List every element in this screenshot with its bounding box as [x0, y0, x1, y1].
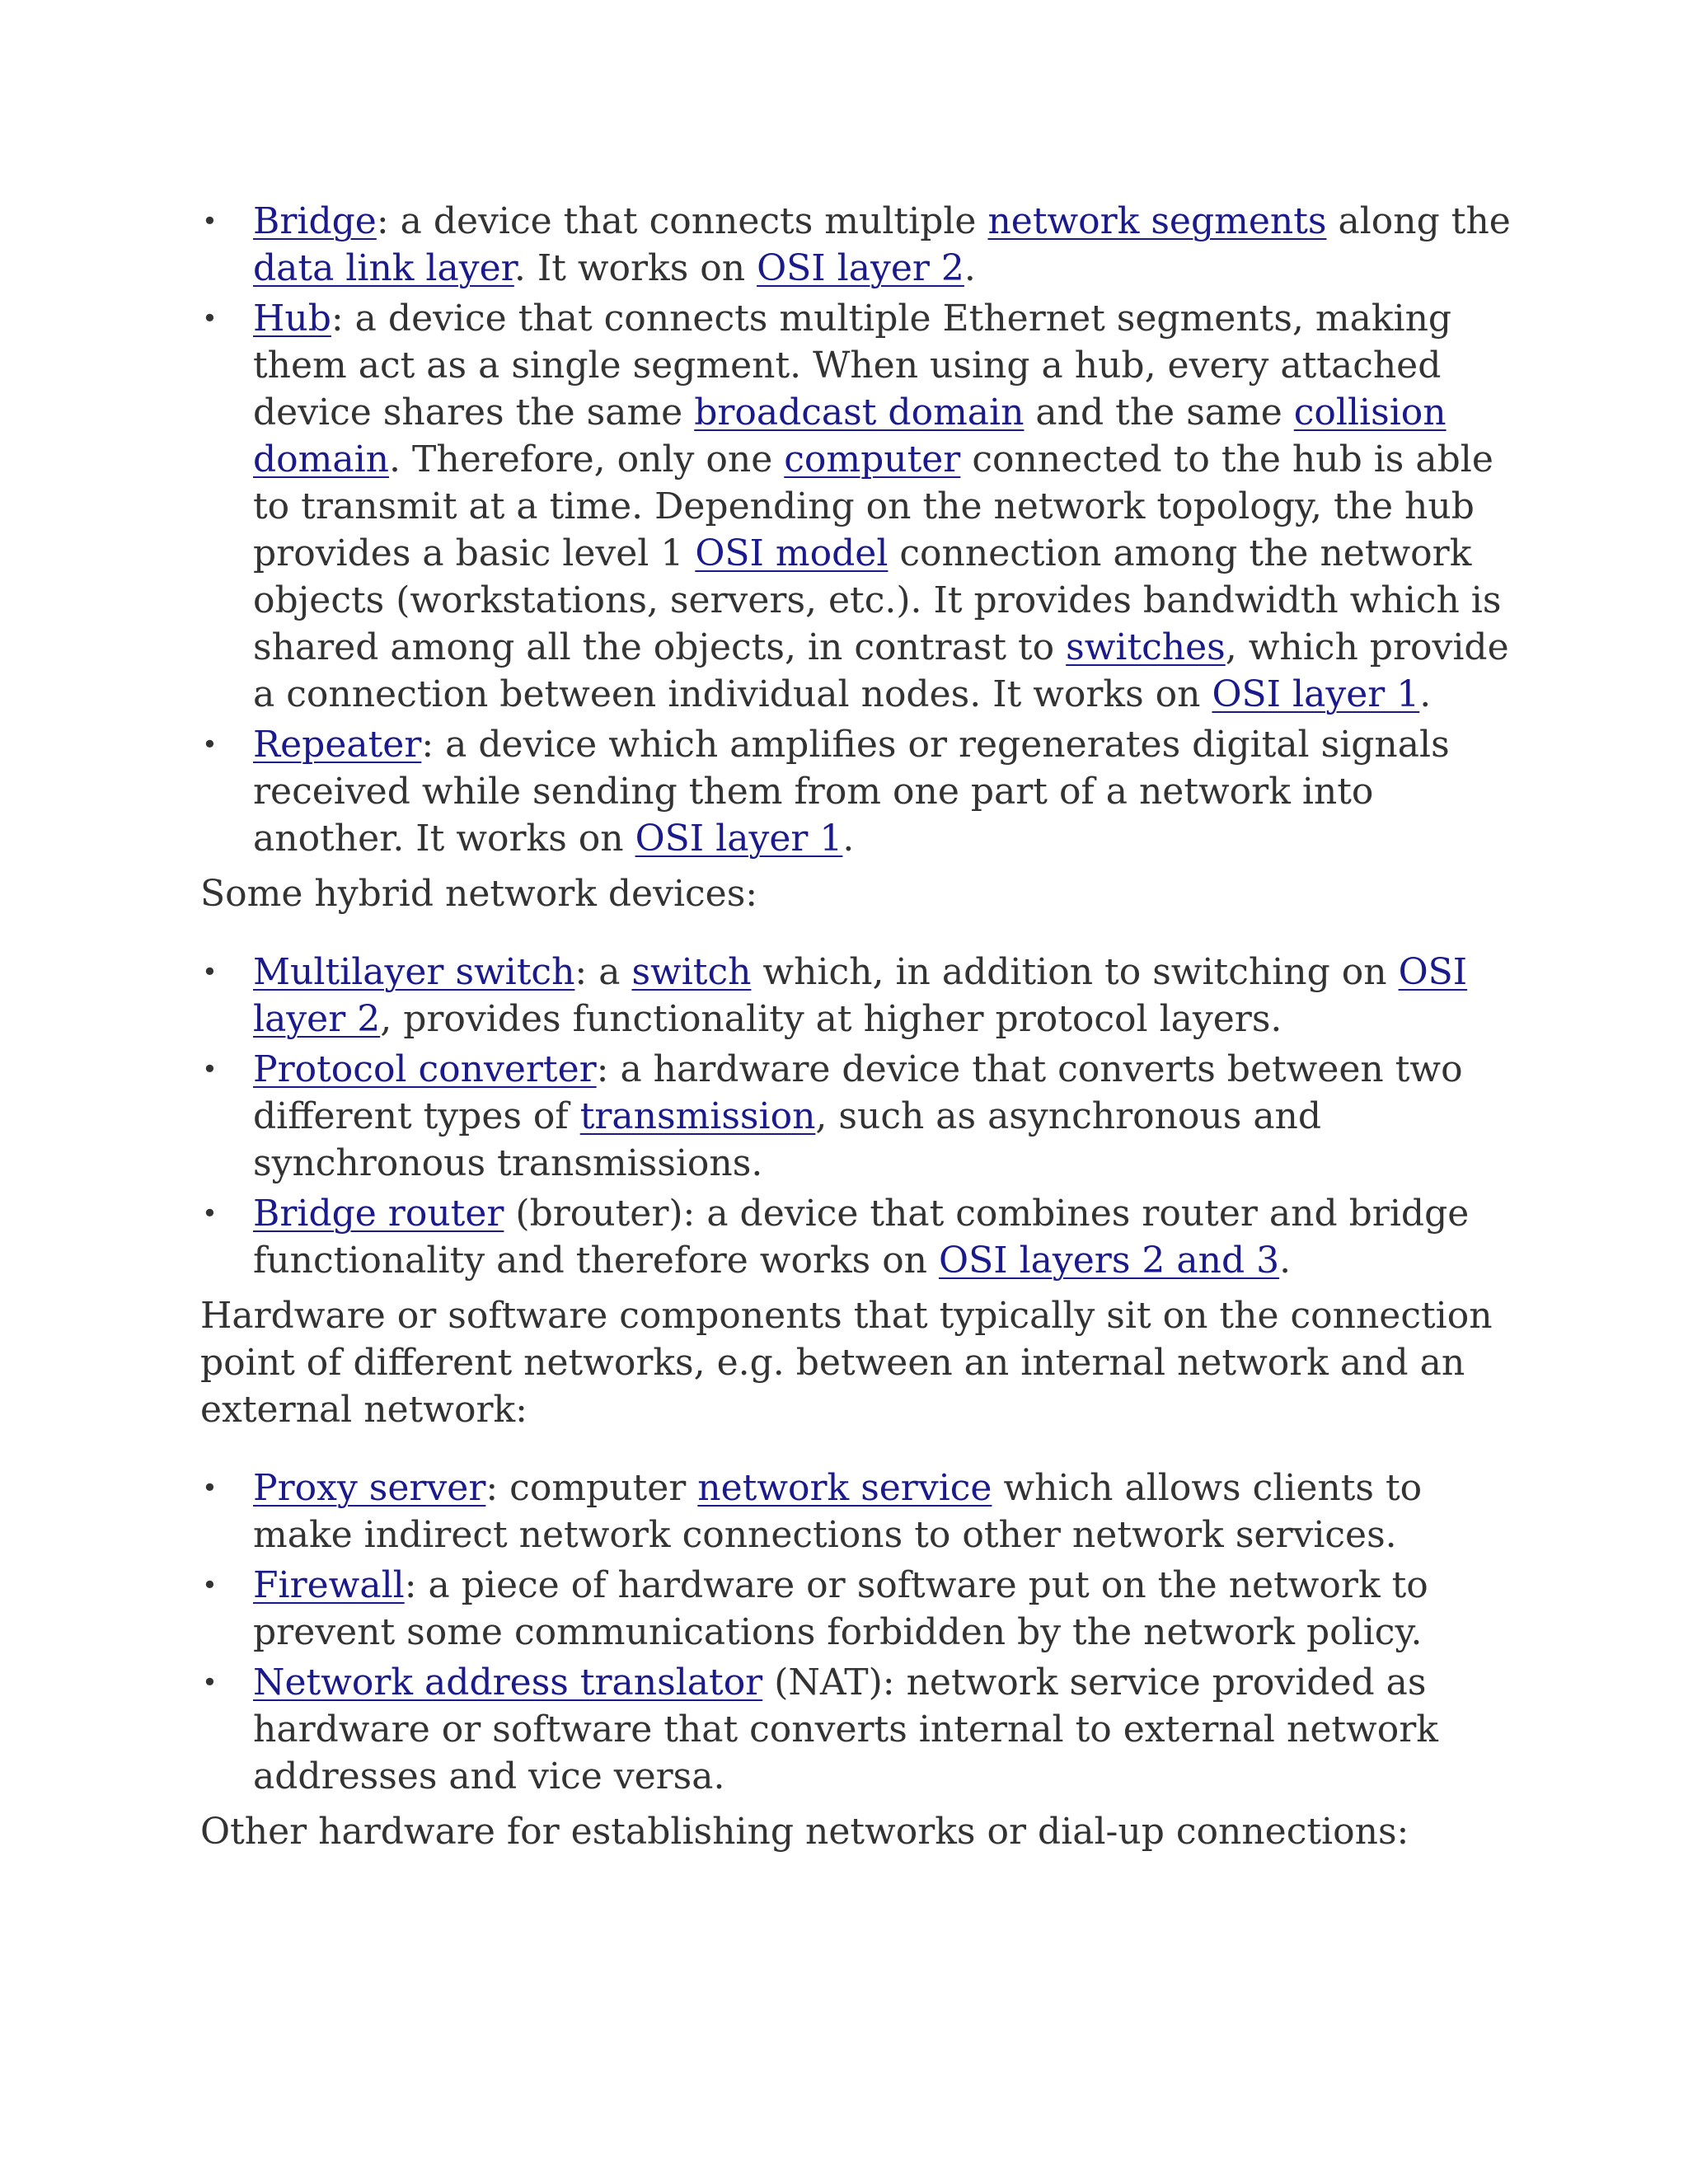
link-osi-layer-2[interactable]: OSI layer 2	[253, 951, 1468, 1040]
item-text: . Therefore, only one	[389, 438, 785, 480]
list-item	[200, 1046, 1511, 1187]
link-repeater[interactable]: Repeater	[253, 724, 422, 766]
link-network-segments[interactable]: network segments	[987, 200, 1327, 242]
link-multilayer-switch[interactable]: Multilayer switch	[253, 951, 575, 993]
item-text: .	[964, 247, 976, 289]
list-item	[200, 949, 1511, 1043]
paragraph-connection-intro: Hardware or software components that typically sit on the connection point of different networks, e.g. between an internal network and an external network:	[200, 1295, 1493, 1431]
item-text: : a	[574, 951, 632, 993]
list-item	[200, 295, 1511, 718]
bullet-icon: •	[202, 205, 218, 237]
item-text: .	[1419, 673, 1432, 715]
item-text: : computer	[485, 1467, 698, 1509]
item-text: along the	[1326, 200, 1511, 242]
item-text: : a hardware device that converts between two different types of	[253, 1048, 1463, 1137]
device-list-basic	[200, 198, 1511, 862]
link-hub[interactable]: Hub	[253, 298, 331, 340]
item-text: : a device which amplifies or regenerates digital signals received while sending them from one part of a network into another. It works on	[253, 724, 1450, 860]
item-text: . It works on	[513, 247, 757, 289]
bullet-icon: •	[202, 1569, 218, 1601]
item-text: : a piece of hardware or software put on the network to prevent some communications forbidden by the network policy.	[253, 1564, 1428, 1653]
list-item	[200, 1562, 1511, 1656]
link-protocol-converter[interactable]: Protocol converter	[253, 1048, 597, 1090]
bullet-icon: •	[202, 302, 218, 334]
link-bridge-router[interactable]: Bridge router	[253, 1193, 504, 1235]
link-network-service[interactable]: network service	[697, 1467, 992, 1509]
link-network-address-translator[interactable]: Network address translator	[253, 1661, 763, 1704]
item-text: (NAT): network service provided as hardware or software that converts internal to external network addresses and vice versa.	[253, 1661, 1438, 1797]
link-bridge[interactable]: Bridge	[253, 200, 377, 242]
item-text: .	[842, 818, 855, 860]
link-switch[interactable]: switch	[631, 951, 752, 993]
item-text: : a device that connects multiple Ethernet segments, making them act as a single segment. When using a hub, every attached device shares the same	[253, 298, 1452, 434]
item-text: .	[1279, 1240, 1292, 1282]
link-data-link-layer[interactable]: data link layer	[253, 247, 514, 289]
bullet-icon: •	[202, 1472, 218, 1503]
paragraph-other-hardware: Other hardware for establishing networks or dial-up connections:	[200, 1811, 1409, 1853]
device-list-connection	[200, 1465, 1511, 1800]
list-item	[200, 721, 1511, 862]
item-text: , such as asynchronous and synchronous transmissions.	[253, 1095, 1322, 1184]
link-osi-layer-1[interactable]: OSI layer 1	[635, 818, 843, 860]
link-collision-domain[interactable]: collision domain	[253, 391, 1447, 480]
bullet-icon: •	[202, 1197, 218, 1229]
link-broadcast-domain[interactable]: broadcast domain	[694, 391, 1025, 434]
link-firewall[interactable]: Firewall	[253, 1564, 405, 1606]
bullet-icon: •	[202, 956, 218, 987]
item-text: , which provide a connection between individual nodes. It works on	[253, 626, 1509, 715]
list-item	[200, 1659, 1511, 1800]
item-text: and the same	[1024, 391, 1294, 434]
paragraph-hybrid-intro: Some hybrid network devices:	[200, 873, 758, 915]
link-osi-layer-1[interactable]: OSI layer 1	[1212, 673, 1420, 715]
item-text: connected to the hub is able to transmit at a time. Depending on the network topology, the hub provides a basic level 1	[253, 438, 1493, 574]
list-item	[200, 1465, 1511, 1558]
link-switches[interactable]: switches	[1066, 626, 1226, 668]
item-text: which, in addition to switching on	[751, 951, 1399, 993]
bullet-icon: •	[202, 729, 218, 760]
list-item	[200, 1190, 1511, 1284]
link-osi-layer-2[interactable]: OSI layer 2	[757, 247, 964, 289]
link-computer[interactable]: computer	[784, 438, 961, 480]
item-text: (brouter): a device that combines router and bridge functionality and therefore works on	[253, 1193, 1470, 1282]
item-text: : a device that connects multiple	[376, 200, 988, 242]
item-text: which allows clients to make indirect network connections to other network services.	[253, 1467, 1423, 1556]
device-list-hybrid	[200, 949, 1511, 1284]
link-proxy-server[interactable]: Proxy server	[253, 1467, 486, 1509]
item-text: connection among the network objects (workstations, servers, etc.). It provides bandwidth which is shared among all the objects, in contrast to	[253, 532, 1502, 668]
link-osi-model[interactable]: OSI model	[695, 532, 889, 574]
document-page	[200, 198, 1511, 1886]
bullet-icon: •	[202, 1053, 218, 1085]
link-transmission[interactable]: transmission	[579, 1095, 816, 1137]
list-item	[200, 198, 1511, 292]
link-osi-layers-2-and-3[interactable]: OSI layers 2 and 3	[939, 1240, 1280, 1282]
bullet-icon: •	[202, 1666, 218, 1698]
item-text: , provides functionality at higher protocol layers.	[380, 998, 1282, 1040]
